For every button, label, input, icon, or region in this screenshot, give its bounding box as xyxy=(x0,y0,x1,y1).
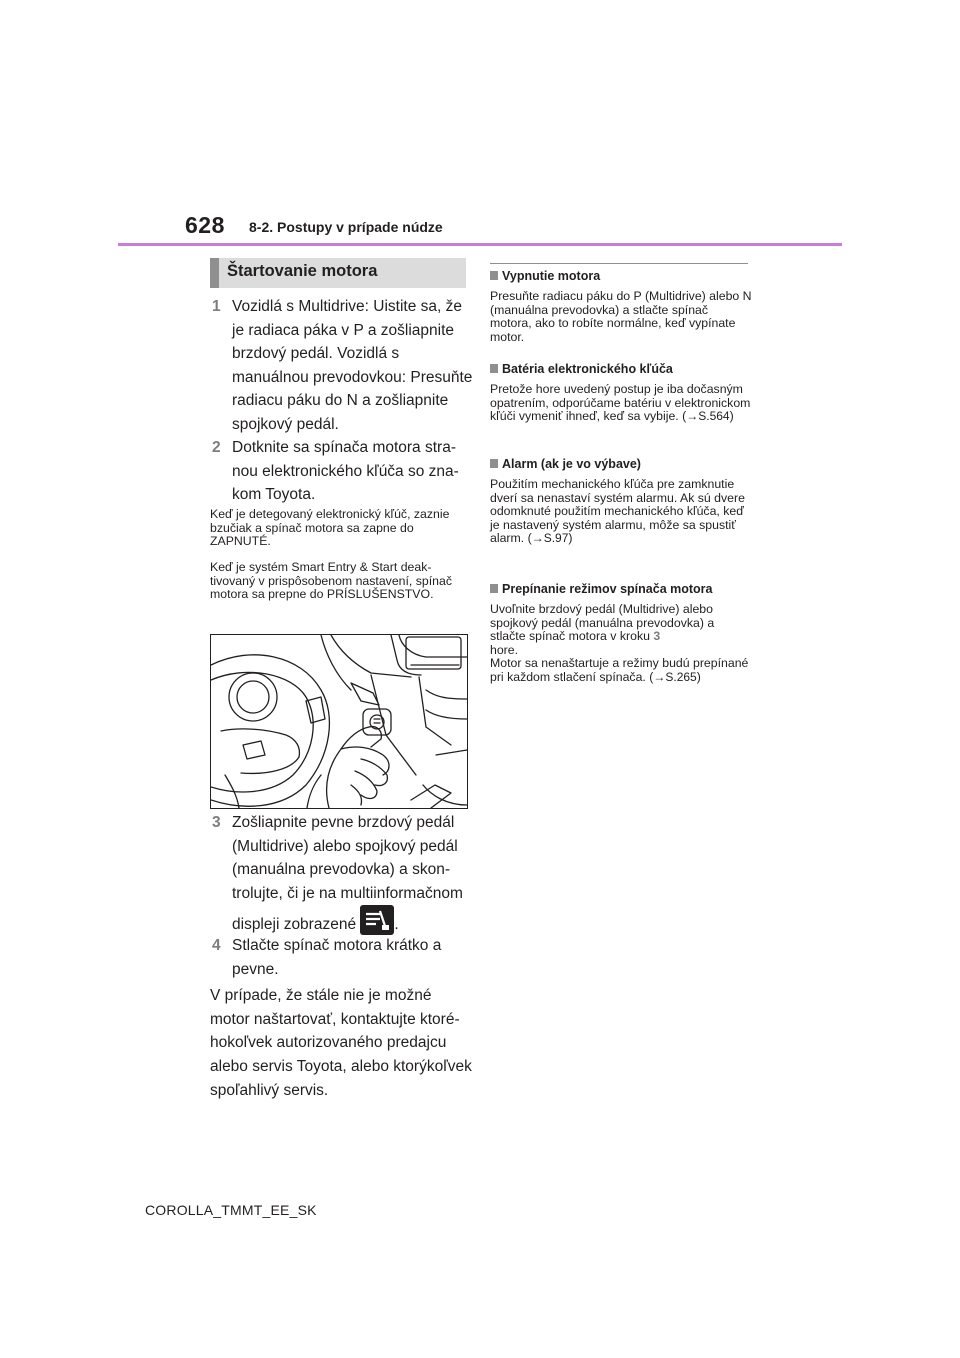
subheading-key-battery xyxy=(490,362,673,376)
brake-indicator-glyph xyxy=(360,905,394,935)
subheading-text: Prepínanie režimov spínača motora xyxy=(502,582,713,596)
step-suffix: . xyxy=(394,916,399,933)
step-text: Stlačte spínač motora krátko a pevne. xyxy=(232,937,442,978)
step-4 xyxy=(212,934,474,982)
step-body xyxy=(232,811,476,937)
brake-pedal-indicator-icon xyxy=(360,905,394,935)
step-number: 3 xyxy=(212,814,221,831)
page-reference-link[interactable]: →S.564 xyxy=(686,409,730,423)
closing-paren: ) xyxy=(568,531,573,545)
subheading-alarm xyxy=(490,457,641,471)
right-column-rule xyxy=(490,263,748,264)
step-2 xyxy=(212,436,474,506)
contact-dealer-paragraph: V prípade, že stále nie je možné motor naštartovať, kontaktujte ktoréhokoľvek autorizovaného predajcu alebo servis Toyota, alebo ktorýkoľvek spoľahlivý servis. xyxy=(210,987,472,1099)
step-1 xyxy=(212,295,474,435)
step-text: Zošliapnite pevne brzdový pedál (Multidrive) alebo spojkový pedál (manuálna prevodovka) a skontrolujte, či je na multiinformačnom displeji zobrazené xyxy=(232,814,463,933)
subheading-switch-modes xyxy=(490,582,713,596)
step-number: 1 xyxy=(212,298,221,315)
heading-text: Štartovanie motora xyxy=(227,262,378,280)
page-reference-link[interactable]: →S.265 xyxy=(653,669,697,684)
step-number: 4 xyxy=(212,937,221,954)
switch-modes-text xyxy=(490,603,752,684)
header-divider xyxy=(118,243,842,246)
bullet-square-icon xyxy=(490,271,498,280)
note-smart-entry: Keď je systém Smart Entry & Start deaktivovaný v prispôsobenom nastavení, spínač motora sa prepne do PRÍSLUŠENSTVO. xyxy=(210,560,452,601)
closing-paren: ) xyxy=(729,409,734,423)
alarm-text xyxy=(490,478,752,546)
switch-modes-body: Uvoľnite brzdový pedál (Multidrive) alebo spojkový pedál (manuálna prevodovka) a stlačte spínač motora v kroku xyxy=(490,602,715,643)
section-heading xyxy=(210,258,466,288)
document-code: COROLLA_TMMT_EE_SK xyxy=(145,1202,317,1218)
subheading-text: Alarm (ak je vo výbave) xyxy=(502,457,641,471)
switch-modes-note: Motor sa nenaštartuje a režimy budú prepínané pri každom stlačení spínača. ( xyxy=(490,656,749,684)
note-key-detected: Keď je detegovaný elektronický kľúč, zaznie bzučiak a spínač motora sa zapne do ZAPNUTÉ. xyxy=(210,507,450,548)
bullet-square-icon xyxy=(490,364,498,373)
heading-accent-bar xyxy=(210,258,219,288)
step-reference: 3 xyxy=(653,629,661,643)
section-title: 8-2. Postupy v prípade núdze xyxy=(249,219,443,235)
subheading-engine-off xyxy=(490,269,600,283)
bullet-square-icon xyxy=(490,459,498,468)
subheading-text: Vypnutie motora xyxy=(502,269,601,283)
start-engine-illustration xyxy=(210,634,468,809)
closing-paren: ) xyxy=(696,669,701,684)
key-battery-text xyxy=(490,383,752,424)
page-number: 628 xyxy=(185,212,225,238)
switch-modes-hore: hore. xyxy=(490,642,519,657)
step-text: Vozidlá s Multidrive: Uistite sa, že je radiaca páka v P a zošliapnite brzdový pedál. Vozidlá s manuálnou prevodovkou: Presuňte radiacu páku do N a zošliapnite spojkový pedál. xyxy=(232,298,473,433)
step-number: 2 xyxy=(212,439,221,456)
steering-wheel-hand-illustration xyxy=(211,635,467,808)
page-reference-link[interactable]: →S.97 xyxy=(531,531,569,545)
subheading-text: Batéria elektronického kľúča xyxy=(502,362,673,376)
bullet-square-icon xyxy=(490,584,498,593)
alarm-body: Použitím mechanického kľúča pre zamknutie dverí sa nenastaví systém alarmu. Ak sú dvere odomknuté použitím mechanického kľúča, keď je nastavený systém alarmu, môže sa spustiť alarm. ( xyxy=(490,477,745,545)
key-battery-body: Pretože hore uvedený postup je iba dočasným opatrením, odporúčame batériu v elektronickom kľúči vymeniť ihneď, keď sa vybije. ( xyxy=(490,382,751,423)
step-text: Dotknite sa spínača motora stranou elektronického kľúča so znakom Toyota. xyxy=(232,439,459,503)
engine-off-text: Presuňte radiacu páku do P (Multidrive) alebo N (manuálna prevodovka) a stlačte spínač motora, ako to robíte normálne, keď vypínate motor. xyxy=(490,289,752,344)
